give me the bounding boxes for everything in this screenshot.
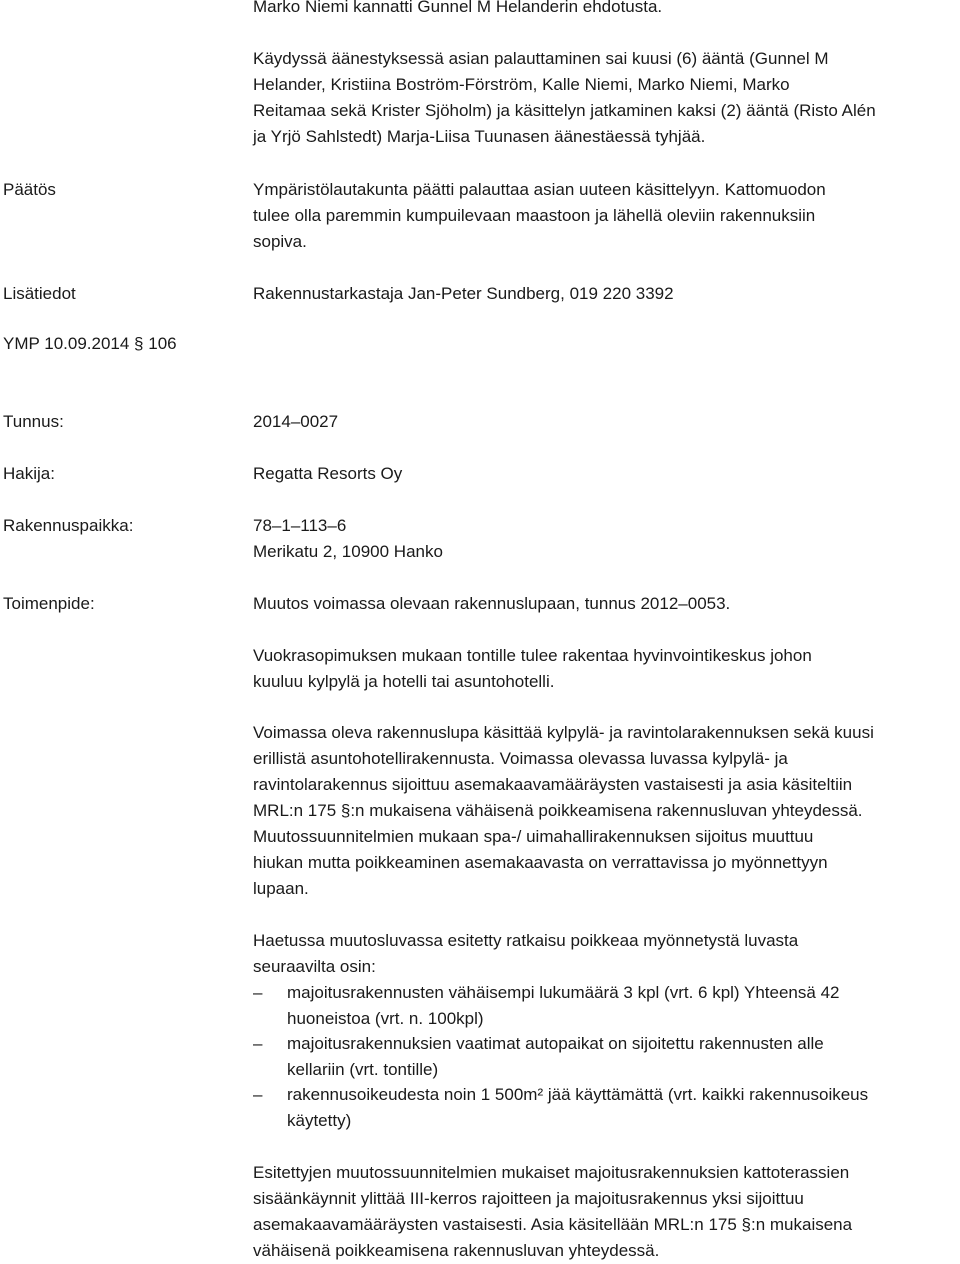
- body-line: hiukan mutta poikkeaminen asemakaavasta on verrattavissa jo myönnettyyn: [253, 853, 828, 872]
- body-line: vähäisenä poikkeamisena rakennusluvan yhteydessä.: [253, 1241, 660, 1260]
- body-line: Vuokrasopimuksen mukaan tontille tulee rakentaa hyvinvointikeskus johon: [253, 646, 812, 665]
- more-info-value: Rakennustarkastaja Jan-Peter Sundberg, 019 220 3392: [253, 284, 674, 303]
- action-label: Toimenpide:: [3, 594, 95, 613]
- body-line: kuuluu kylpylä ja hotelli tai asuntohotelli.: [253, 672, 555, 691]
- bullet-item: [287, 1031, 824, 1083]
- bullet-line: käytetty): [287, 1111, 352, 1130]
- body-paragraph-1: [253, 643, 953, 695]
- body-paragraph-2: [253, 720, 953, 902]
- bullet-item: [287, 980, 839, 1032]
- body-paragraph-4: [253, 1160, 953, 1264]
- body-line: Muutossuunnitelmien mukaan spa-/ uimahallirakennuksen sijoitus muuttuu: [253, 827, 814, 846]
- body-line: Voimassa oleva rakennuslupa käsittää kylpylä- ja ravintolarakennuksen sekä kuusi: [253, 723, 874, 742]
- id-label: Tunnus:: [3, 412, 64, 431]
- body-line: lupaan.: [253, 879, 309, 898]
- bullet-dash: –: [253, 1085, 263, 1104]
- body-line: Haetussa muutosluvassa esitetty ratkaisu poikkeaa myönnetystä luvasta: [253, 931, 799, 950]
- body-line: MRL:n 175 §:n mukaisena vähäisenä poikkeamisena rakennusluvan yhteydessä.: [253, 801, 863, 820]
- bullet-line: huoneistoa (vrt. n. 100kpl): [287, 1009, 484, 1028]
- body-line: ravintolarakennus sijoittuu asemakaavamääräysten vastaisesti ja asia käsiteltiin: [253, 775, 853, 794]
- decision-label: Päätös: [3, 180, 56, 199]
- applicant-label: Hakija:: [3, 464, 55, 483]
- site-parcel: 78–1–113–6: [253, 516, 347, 535]
- body-line: seuraavilta osin:: [253, 957, 376, 976]
- vote-paragraph: [253, 46, 953, 150]
- bullet-dash: –: [253, 1034, 263, 1053]
- bullet-line: rakennusoikeudesta noin 1 500m² jää käyttämättä (vrt. kaikki rakennusoikeus: [287, 1085, 869, 1104]
- body-line: asemakaavamääräysten vastaisesti. Asia käsitellään MRL:n 175 §:n mukaisena: [253, 1215, 853, 1234]
- body-line: sisäänkäynnit ylittää III-kerros rajoitteen ja majoitusrakennus yksi sijoittuu: [253, 1189, 804, 1208]
- bullet-dash: –: [253, 983, 263, 1002]
- decision-line: Ympäristölautakunta päätti palauttaa asian uuteen käsittelyyn. Kattomuodon: [253, 180, 826, 199]
- decision-text: [253, 177, 953, 255]
- body-line: erillistä asuntohotellirakennusta. Voimassa olevassa luvassa kylpylä- ja: [253, 749, 788, 768]
- vote-line: Reitamaa sekä Krister Sjöholm) ja käsittelyn jatkaminen kaksi (2) ääntä (Risto Alén: [253, 101, 876, 120]
- more-info-label: Lisätiedot: [3, 284, 76, 303]
- site-address: Merikatu 2, 10900 Hanko: [253, 542, 443, 561]
- body-paragraph-3: [253, 928, 953, 980]
- bullet-item: [287, 1082, 868, 1134]
- site-label: Rakennuspaikka:: [3, 516, 134, 535]
- body-line: Esitettyjen muutossuunnitelmien mukaiset majoitusrakennuksien kattoterassien: [253, 1163, 850, 1182]
- vote-line: Käydyssä äänestyksessä asian palauttaminen sai kuusi (6) ääntä (Gunnel M: [253, 49, 829, 68]
- section-reference: YMP 10.09.2014 § 106: [3, 334, 177, 353]
- applicant-value: Regatta Resorts Oy: [253, 464, 403, 483]
- decision-line: tulee olla paremmin kumpuilevaan maastoon ja lähellä oleviin rakennuksiin: [253, 206, 816, 225]
- action-value: Muutos voimassa olevaan rakennuslupaan, tunnus 2012–0053.: [253, 594, 731, 613]
- decision-line: sopiva.: [253, 232, 307, 251]
- vote-line: Helander, Kristiina Boström-Förström, Kalle Niemi, Marko Niemi, Marko: [253, 75, 790, 94]
- id-value: 2014–0027: [253, 412, 339, 431]
- bullet-line: majoitusrakennusten vähäisempi lukumäärä 3 kpl (vrt. 6 kpl) Yhteensä 42: [287, 983, 840, 1002]
- bullet-line: majoitusrakennuksien vaatimat autopaikat on sijoitettu rakennusten alle: [287, 1034, 824, 1053]
- bullet-line: kellariin (vrt. tontille): [287, 1060, 439, 1079]
- vote-line: ja Yrjö Sahlstedt) Marja-Liisa Tuunasen äänestäessä tyhjää.: [253, 127, 706, 146]
- intro-line: Marko Niemi kannatti Gunnel M Helanderin ehdotusta.: [253, 0, 663, 16]
